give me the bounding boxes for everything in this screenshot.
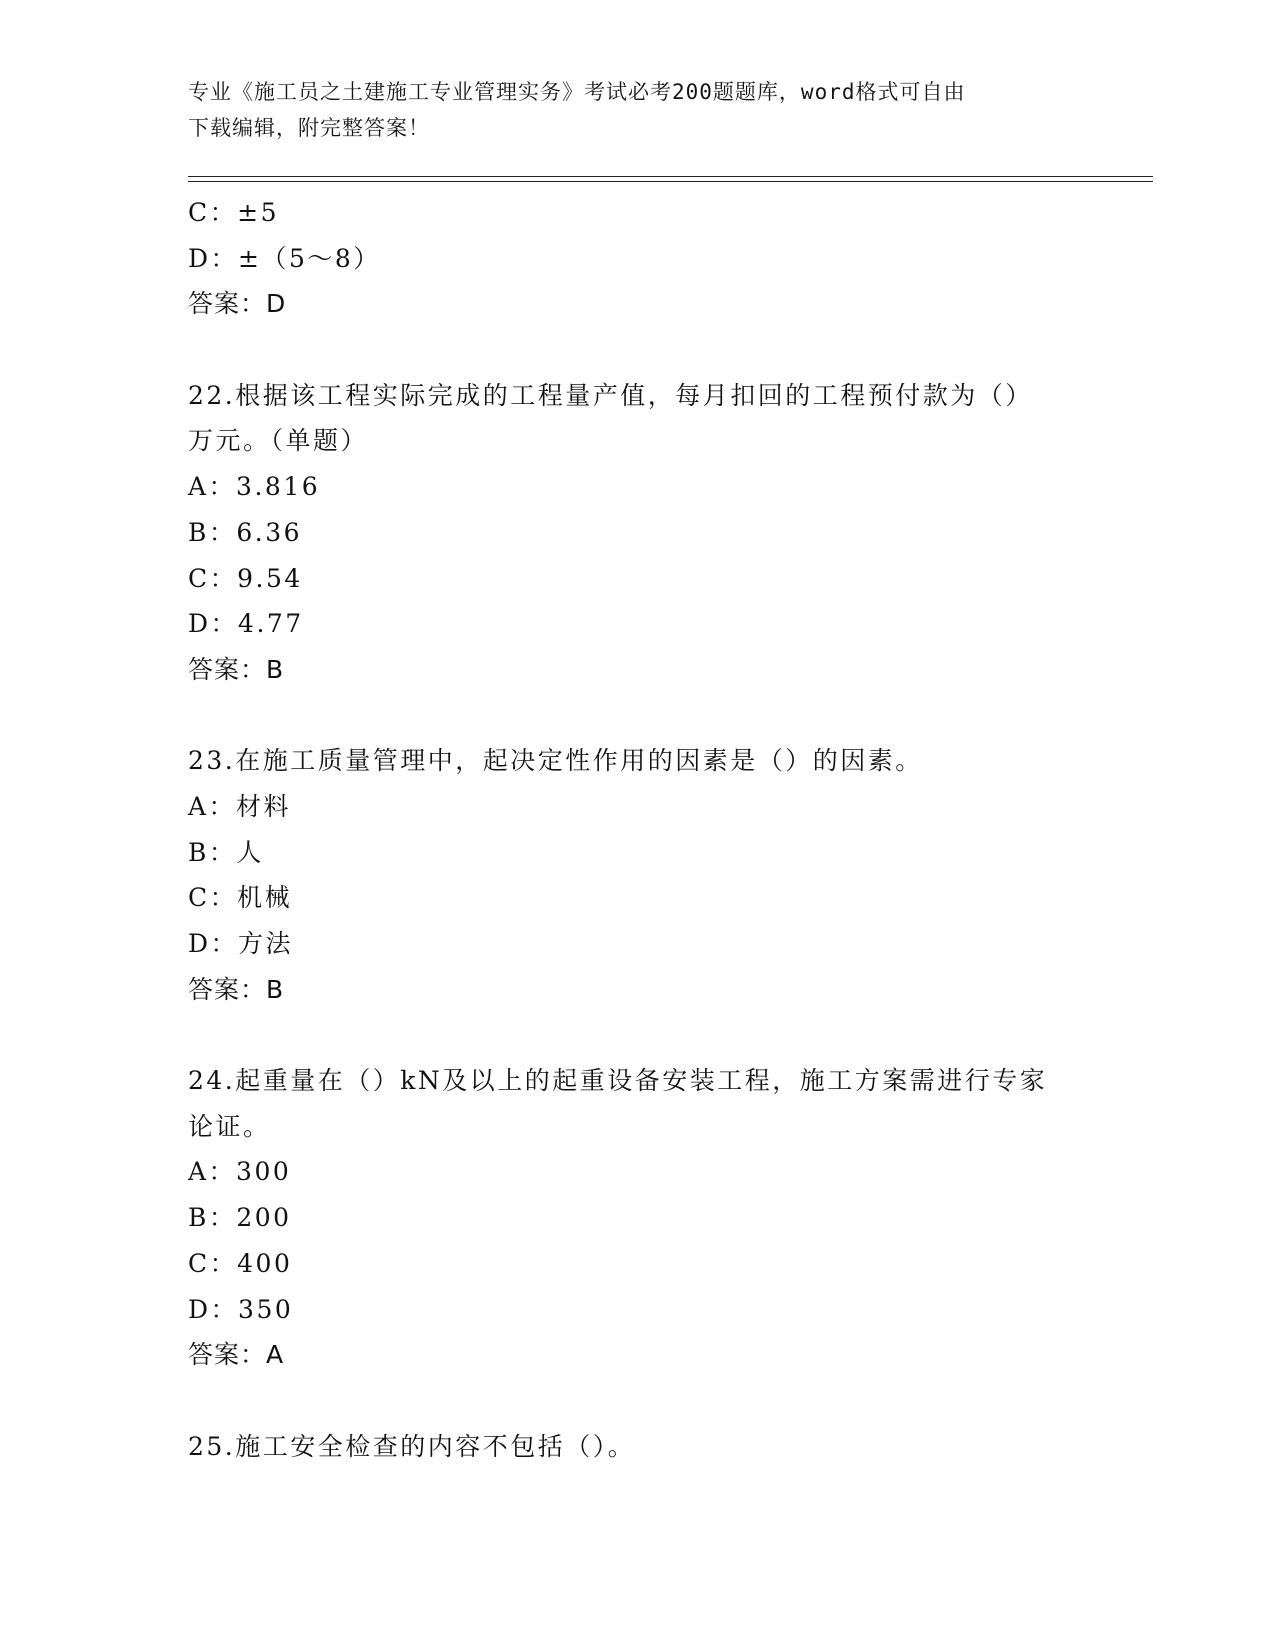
answer-line: 答案：D <box>188 289 287 319</box>
option-c: C：9.54 <box>188 563 303 593</box>
question-stem-line-1: 25.施工安全检查的内容不包括（）。 <box>188 1431 636 1461</box>
option-d: D：±（5～8） <box>188 243 381 273</box>
header-divider-bottom <box>188 181 1153 182</box>
option-a: A：3.816 <box>188 472 321 502</box>
question-spacer <box>188 327 1088 373</box>
question-23 <box>188 738 1088 1012</box>
header-title-line-1: 专业《施工员之土建施工专业管理实务》考试必考200题题库，word格式可自由 <box>188 80 966 104</box>
answer-line: 答案：B <box>188 654 285 684</box>
question-stem-line-1: 23.在施工质量管理中，起决定性作用的因素是（）的因素。 <box>188 746 923 776</box>
header-title-line-2: 下载编辑，附完整答案！ <box>188 116 430 140</box>
option-b: B：人 <box>188 837 264 867</box>
question-stem-line-1: 24.起重量在（）kN及以上的起重设备安装工程，施工方案需进行专家 <box>188 1066 1048 1096</box>
option-b: B：200 <box>188 1203 292 1233</box>
question-spacer <box>188 1378 1088 1424</box>
answer-line: 答案：B <box>188 974 285 1004</box>
question-stem-line-2: 万元。（单题） <box>188 426 369 456</box>
question-stem-line-1: 22.根据该工程实际完成的工程量产值，每月扣回的工程预付款为（） <box>188 380 1033 410</box>
answer-line: 答案：A <box>188 1340 285 1370</box>
option-d: D：4.77 <box>188 609 304 639</box>
option-c: C：400 <box>188 1248 293 1278</box>
option-c: C：机械 <box>188 883 293 913</box>
option-a: A：300 <box>188 1157 292 1187</box>
option-a: A：材料 <box>188 791 292 821</box>
question-22 <box>188 373 1088 693</box>
option-d: D：350 <box>188 1294 294 1324</box>
option-b: B：6.36 <box>188 517 303 547</box>
question-spacer <box>188 693 1088 739</box>
question-24 <box>188 1058 1088 1378</box>
question-spacer <box>188 1012 1088 1058</box>
question-25 <box>188 1424 1088 1470</box>
document-header <box>188 74 1088 146</box>
header-divider-top <box>188 176 1153 177</box>
question-21-continued <box>188 190 1088 327</box>
question-list <box>188 190 1088 1469</box>
question-stem-line-2: 论证。 <box>188 1111 271 1141</box>
option-c: C：±5 <box>188 198 279 227</box>
option-d: D：方法 <box>188 929 294 958</box>
